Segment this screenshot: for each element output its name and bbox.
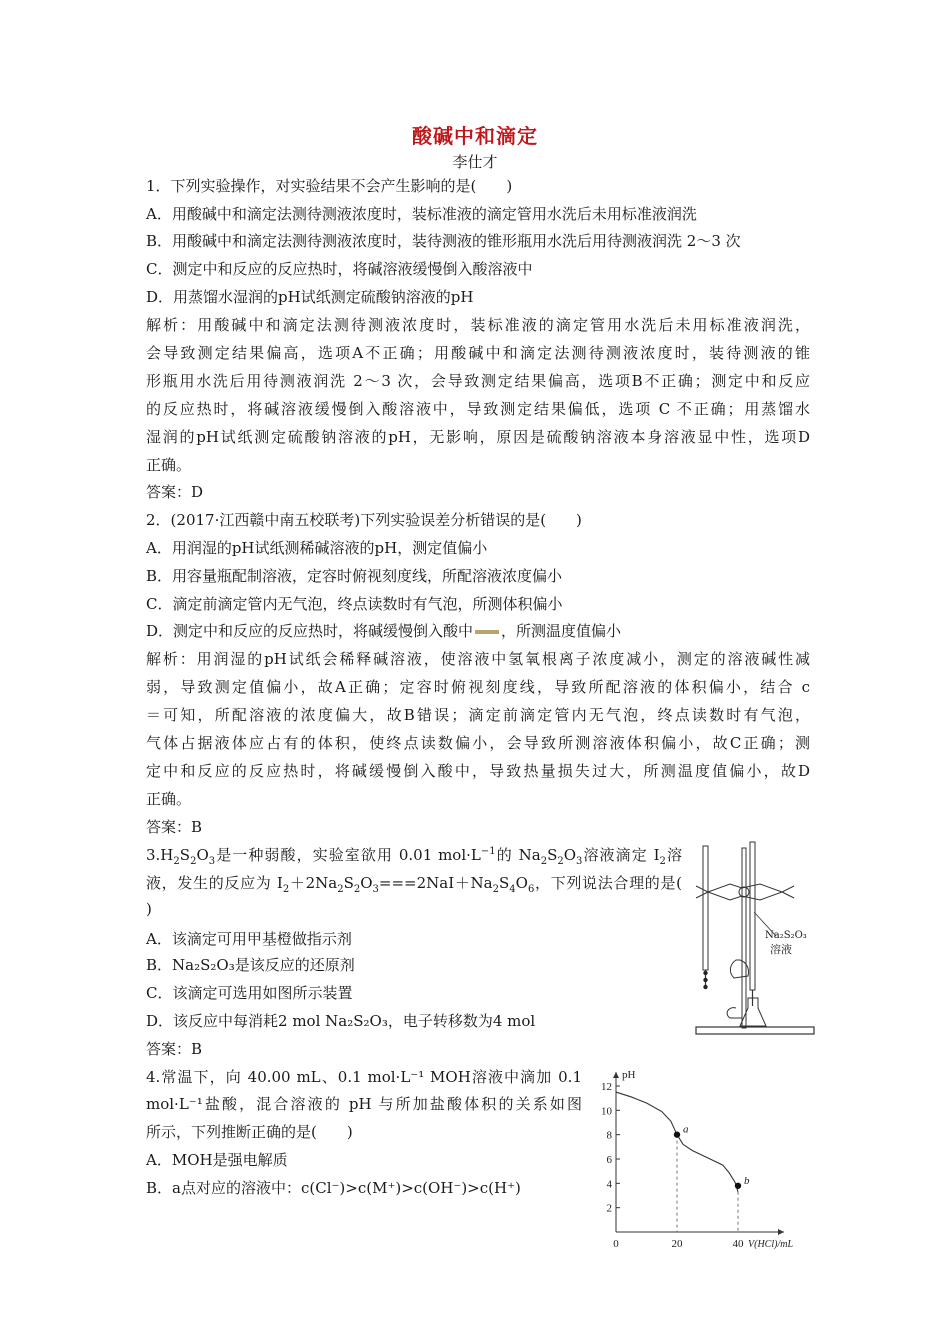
x-tick-label: 0 <box>613 1238 619 1250</box>
author: 李仕才 <box>452 153 498 171</box>
y-tick-label: 10 <box>601 1105 612 1118</box>
q4-option-a: A．MOH是强电解质 <box>146 1151 288 1169</box>
data-point <box>735 1183 741 1189</box>
q2-analysis-line: 正确。 <box>146 790 192 808</box>
q1-option-a: A．用酸碱中和滴定法测待测液浓度时，装标准液的滴定管用水洗后未用标准液润洗 <box>146 205 697 223</box>
y-tick-label: 4 <box>606 1178 612 1191</box>
q2-analysis-line: ＝可知，所配溶液的浓度偏大，故B错误；滴定前滴定管内无气泡，终点读数时有气泡， <box>146 706 810 724</box>
right-burette <box>750 842 755 990</box>
q4-option-b: B．a点对应的溶液中：c(Cl⁻)>c(M⁺)>c(OH⁻)>c(H⁺) <box>146 1179 521 1197</box>
q2-option-b: B．用容量瓶配制溶液，定容时俯视刻度线，所配溶液浓度偏小 <box>146 567 563 585</box>
y-axis-label: pH <box>622 1069 636 1081</box>
point-label: a <box>683 1123 689 1136</box>
q2-option-a: A．用润湿的pH试纸测稀碱溶液的pH，测定值偏小 <box>146 539 488 557</box>
q4-stem-line: 所示，下列推断正确的是( ) <box>146 1123 353 1141</box>
y-tick-label: 8 <box>606 1129 612 1142</box>
q2-answer: 答案：B <box>146 818 203 836</box>
q1-answer: 答案：D <box>146 483 204 501</box>
y-axis-arrow <box>613 1072 619 1078</box>
q1-option-c: C．测定中和反应的反应热时，将碱溶液缓慢倒入酸溶液中 <box>146 260 533 278</box>
q1-analysis-line: 湿润的pH试纸测定硫酸钠溶液的pH，无影响，原因是硫酸钠溶液本身溶液显中性，选项D <box>146 428 810 446</box>
q1-option-d: D．用蒸馏水湿润的pH试纸测定硫酸钠溶液的pH <box>146 288 474 306</box>
q4-stem-line: 4.常温下，向 40.00 mL、0.1 mol·L⁻¹ MOH溶液中滴加 0.1 <box>146 1068 582 1086</box>
q1-option-b: B．用酸碱中和滴定法测待测液浓度时，装待测液的锥形瓶用水洗后用待测液润洗 2～3 次 <box>146 232 741 250</box>
x-tick-label: 40 <box>732 1238 744 1250</box>
q1-analysis-line: 正确。 <box>146 456 192 474</box>
q1-analysis-line: 解析：用酸碱中和滴定法测待测液浓度时，装标准液的滴定管用水洗后未用标准液润洗， <box>146 316 810 334</box>
q2-option-d-text: D．测定中和反应的反应热时，将碱缓慢倒入酸中 <box>146 622 474 640</box>
stand-base <box>696 1027 814 1034</box>
y-tick-label: 2 <box>606 1202 612 1215</box>
q3-option-a: A．该滴定可用甲基橙做指示剂 <box>146 930 352 948</box>
q2-option-d-text: ，所测温度值偏小 <box>501 622 622 640</box>
left-burette <box>703 846 708 970</box>
q2-analysis-line: 解析：用润湿的pH试纸会稀释碱溶液，使溶液中氢氧根离子浓度减小，测定的溶液碱性减 <box>146 650 810 668</box>
q3-stem-line1: $3.H_2S_2O_3$是一种弱酸，实验室欲用 0.01 $mol\cdot L^{-1}$的 $Na_2S_2O_3$溶液滴定 $I_2$溶 <box>146 846 682 867</box>
q2-option-d <box>146 621 621 641</box>
q2-option-c: C．滴定前滴定管内无气泡，终点读数时有气泡，所测体积偏小 <box>146 595 563 613</box>
q3-option-b: B．Na₂S₂O₃是该反应的还原剂 <box>146 956 355 974</box>
q4-stem-line: mol·L⁻¹盐酸，混合溶液的 pH 与所加盐酸体积的关系如图 <box>146 1095 582 1113</box>
q1-analysis-line: 会导致测定结果偏高，选项A不正确；用酸碱中和滴定法测待测液浓度时，装待测液的锥 <box>146 344 810 362</box>
q2-analysis-line: 弱，导致测定值偏小，故A正确；定容时俯视刻度线，导致所配溶液的体积偏小，结合 c <box>146 678 810 696</box>
figure-label-solution-word: 溶液 <box>770 943 792 956</box>
y-tick-label: 6 <box>606 1154 612 1166</box>
point-label: b <box>744 1174 750 1187</box>
q2-analysis-line: 气体占据液体应占有的体积，使终点读数偏小，会导致所测溶液体积偏小，故C正确；测 <box>146 734 810 752</box>
q3-option-c: C．该滴定可选用如图所示装置 <box>146 984 353 1002</box>
q3-stem-line2: 液，发生的反应为 $I_2+2Na_2S_2O_3===2NaI+Na_2S_4O_6$，下列说法合理的是( <box>146 874 683 895</box>
q1-stem: 1．下列实验操作，对实验结果不会产生影响的是( ) <box>146 177 513 195</box>
x-axis-arrow <box>778 1229 784 1235</box>
q3-stem-line3: ) <box>146 900 152 918</box>
y-tick-label: 12 <box>601 1081 612 1093</box>
q3-answer: 答案：B <box>146 1040 203 1058</box>
page-title: 酸碱中和滴定 <box>412 124 538 148</box>
x-tick-label: 20 <box>671 1238 683 1250</box>
ph-titration-chart <box>596 1064 816 1250</box>
data-point <box>674 1131 680 1137</box>
q1-analysis-line: 形瓶用水洗后用待测液润洗 2～3 次，会导致测定结果偏高，选项B不正确；测定中和反应 <box>146 372 810 390</box>
figure-label-solution: Na₂S₂O₃ <box>765 930 807 941</box>
x-axis-label: V(HCl)/mL <box>748 1239 793 1250</box>
highlight-mark <box>475 630 499 634</box>
q2-analysis-line: 定中和反应的反应热时，将碱缓慢倒入酸中，导致热量损失过大，所测温度值偏小，故D <box>146 762 810 780</box>
burette-clamp <box>708 884 782 900</box>
q3-option-d: D．该反应中每消耗2 mol Na₂S₂O₃，电子转移数为4 mol <box>146 1012 536 1030</box>
q2-stem: 2．(2017·江西赣中南五校联考)下列实验误差分析错误的是( ) <box>146 511 582 529</box>
q1-analysis-line: 的反应热时，将碱溶液缓慢倒入酸溶液中，导致测定结果偏低，选项 C 不正确；用蒸馏水 <box>146 400 810 418</box>
stand-rod <box>742 848 746 1028</box>
